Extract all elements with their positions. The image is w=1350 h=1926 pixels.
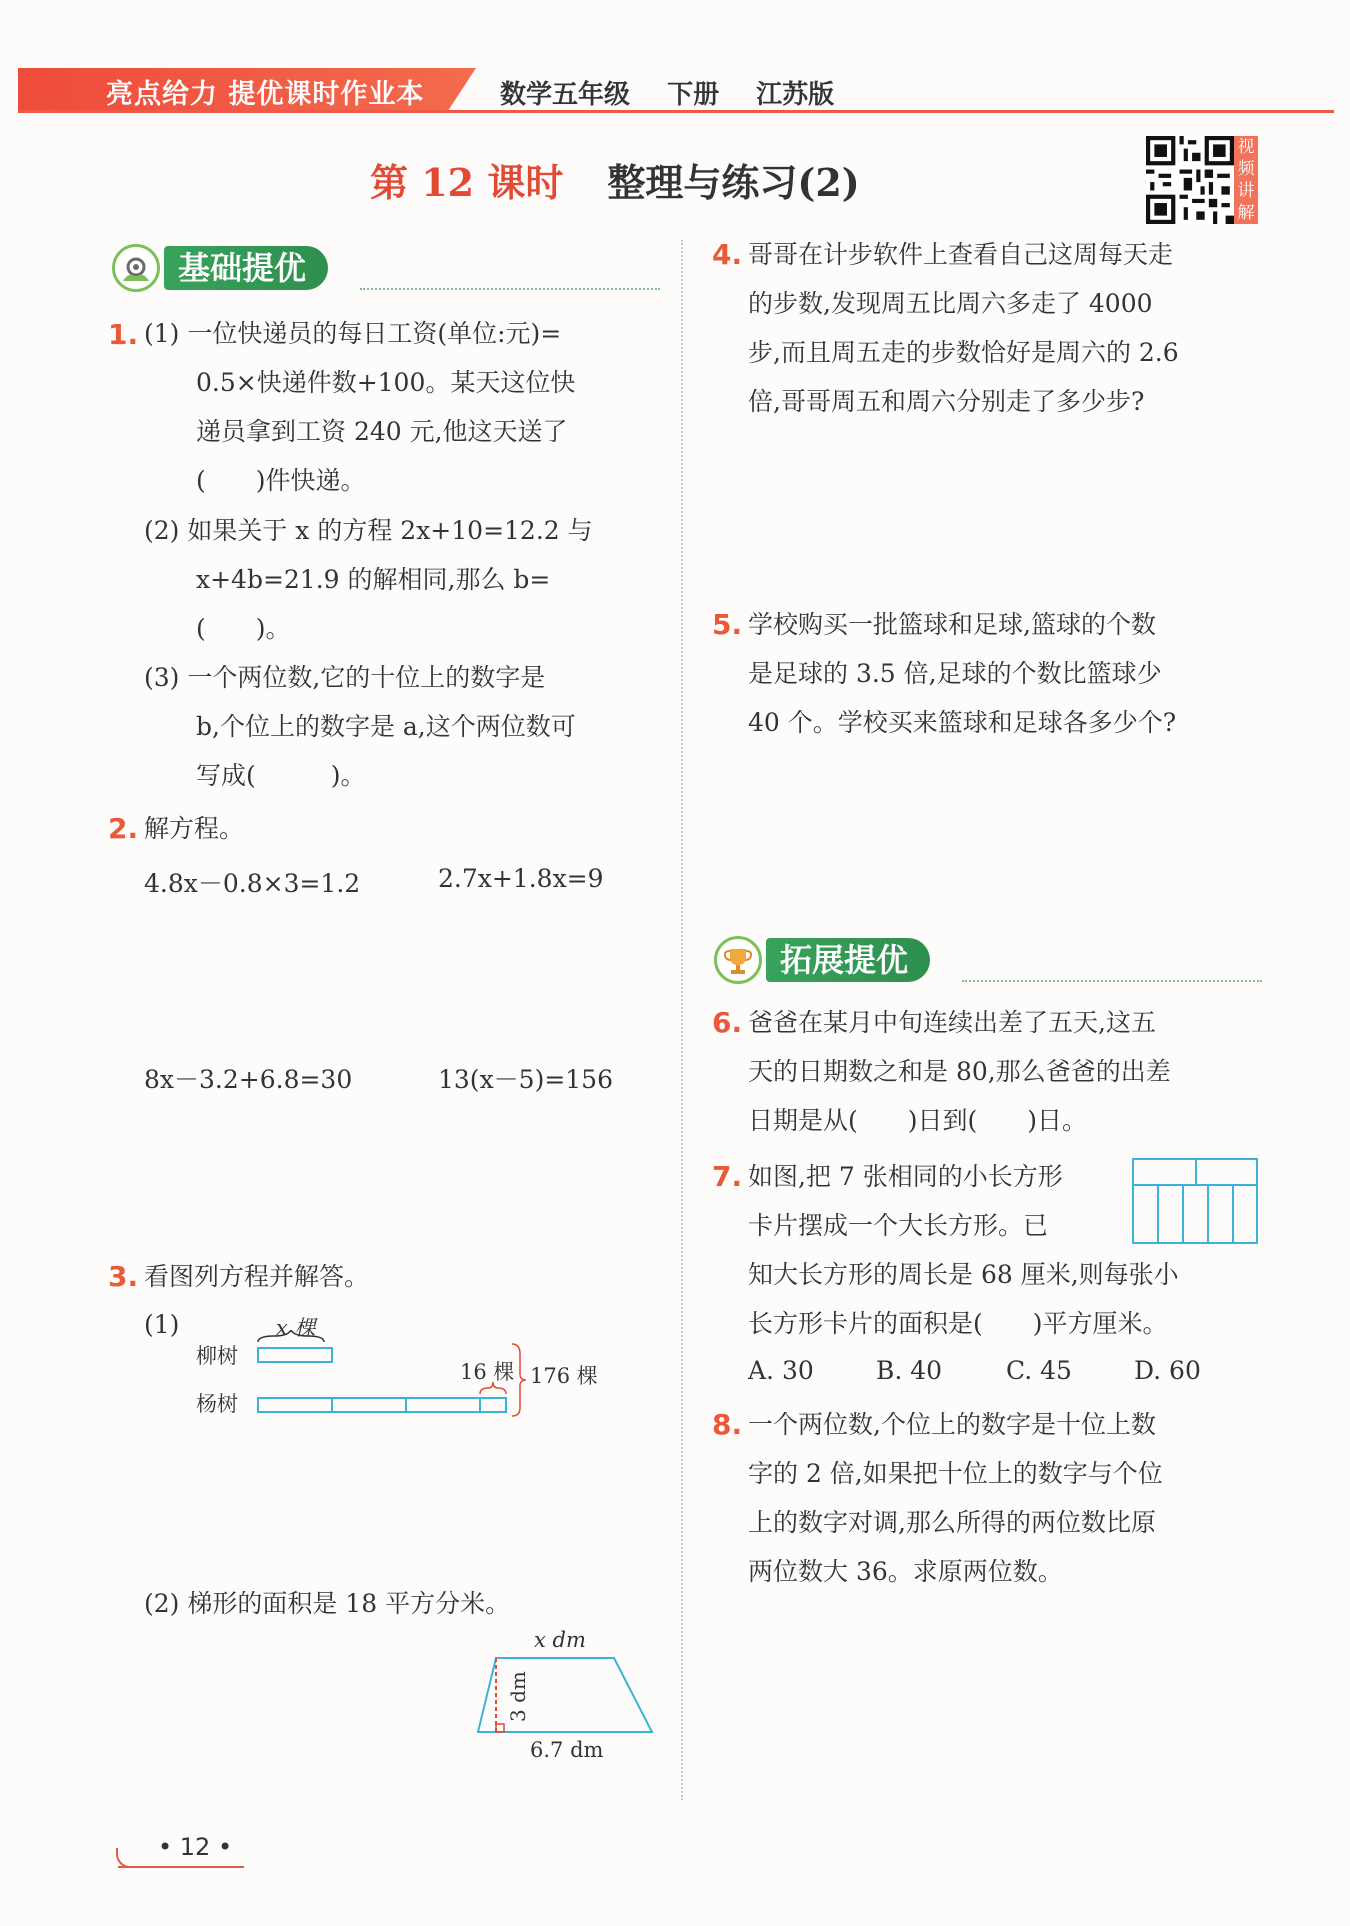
- page-number-ornament: [116, 1848, 138, 1868]
- willow-label: 柳树: [196, 1344, 238, 1368]
- book-info: [500, 74, 862, 111]
- height-label: 3 dm: [506, 1671, 530, 1722]
- section-basic-title: 基础提优: [164, 246, 328, 290]
- equation-2: 2.7x+1.8x=9: [438, 864, 604, 893]
- q5-line: 是足球的 3.5 倍,足球的个数比篮球少: [748, 659, 1162, 688]
- question-7-number: 7.: [712, 1160, 743, 1193]
- question-2-text: 解方程。: [144, 814, 245, 843]
- x-trees-label: x 棵: [276, 1316, 316, 1340]
- q1-line: x+4b=21.9 的解相同,那么 b=: [196, 565, 551, 594]
- q5-line: 学校购买一批篮球和足球,篮球的个数: [748, 610, 1156, 639]
- section-basic-rule: [360, 288, 660, 290]
- q1-line: 写成( )。: [196, 761, 366, 790]
- question-3-text: 看图列方程并解答。: [144, 1262, 370, 1291]
- q6-line: 日期是从( )日到( )日。: [748, 1106, 1088, 1135]
- q6-line: 天的日期数之和是 80,那么爸爸的出差: [748, 1057, 1171, 1086]
- column-divider: [681, 240, 683, 1800]
- q7-line: 知大长方形的周长是 68 厘米,则每张小: [748, 1260, 1179, 1289]
- option-d: D. 60: [1134, 1356, 1201, 1385]
- video-tag: 视频讲解: [1234, 136, 1258, 224]
- q5-line: 40 个。学校买来篮球和足球各多少个?: [748, 708, 1177, 737]
- page-number: • 12 •: [158, 1833, 233, 1861]
- q7-line: 如图,把 7 张相同的小长方形: [748, 1162, 1063, 1191]
- option-c: C. 45: [1006, 1356, 1072, 1385]
- section-extend-title: 拓展提优: [766, 938, 930, 982]
- question-6-text: [748, 998, 1171, 1145]
- q6-line: 爸爸在某月中旬连续出差了五天,这五: [748, 1008, 1156, 1037]
- q7-line: 长方形卡片的面积是( )平方厘米。: [748, 1309, 1168, 1338]
- q1-line: b,个位上的数字是 a,这个两位数可: [196, 712, 576, 741]
- q1-line: (2) 如果关于 x 的方程 2x+10=12.2 与: [144, 516, 593, 545]
- q1-line: 递员拿到工资 240 元,他这天送了: [196, 417, 568, 446]
- q8-line: 两位数大 36。求原两位数。: [748, 1557, 1063, 1586]
- question-3-number: 3.: [108, 1260, 139, 1293]
- q8-line: 字的 2 倍,如果把十位上的数字与个位: [748, 1459, 1163, 1488]
- q4-line: 步,而且周五走的步数恰好是周六的 2.6: [748, 338, 1179, 367]
- question-8-text: [748, 1400, 1163, 1596]
- subject-label: 数学五年级: [500, 80, 631, 110]
- question-5-text: [748, 600, 1176, 747]
- question-1-part-2: [144, 506, 593, 653]
- trapezoid-figure: [476, 1656, 656, 1738]
- total-label: 176 棵: [530, 1364, 598, 1388]
- q8-line: 上的数字对调,那么所得的两位数比原: [748, 1508, 1156, 1537]
- q1-line: ( )件快递。: [196, 466, 366, 495]
- bottom-base-label: 6.7 dm: [530, 1738, 604, 1762]
- equation-3: 8x－3.2+6.8=30: [144, 1065, 353, 1094]
- qr-code-icon[interactable]: [1146, 136, 1234, 224]
- q4-line: 倍,哥哥周五和周六分别走了多少步?: [748, 387, 1145, 416]
- brand-title: 亮点给力 提优课时作业本: [106, 79, 425, 110]
- lesson-number: 第 12 课时: [370, 160, 564, 205]
- question-6-number: 6.: [712, 1006, 743, 1039]
- question-1-part-1: [144, 309, 575, 505]
- equation-1: 4.8x－0.8×3=1.2: [144, 869, 361, 898]
- trophy-icon: [714, 936, 762, 984]
- poplar-label: 杨树: [196, 1392, 238, 1416]
- question-4-text: [748, 230, 1179, 426]
- question-1-part-3: [144, 653, 576, 800]
- tree-bar-diagram: [250, 1330, 540, 1420]
- q1-line: ( )。: [196, 614, 291, 643]
- q3-part-2-text: (2) 梯形的面积是 18 平方分米。: [144, 1589, 511, 1618]
- lesson-topic: 整理与练习(2): [607, 160, 860, 205]
- q4-line: 哥哥在计步软件上查看自己这周每天走: [748, 240, 1174, 269]
- q1-line: (1) 一位快递员的每日工资(单位:元)=: [144, 319, 562, 348]
- header-divider: [18, 110, 1334, 113]
- volume-label: 下册: [667, 80, 720, 110]
- q7-line: 卡片摆成一个大长方形。已: [748, 1211, 1049, 1240]
- option-a: A. 30: [748, 1356, 814, 1385]
- question-1-number: 1.: [108, 318, 139, 351]
- difference-label: 16 棵: [460, 1360, 515, 1384]
- question-7-text: [748, 1152, 1179, 1348]
- q1-line: 0.5×快递件数+100。某天这位快: [196, 368, 576, 397]
- question-8-number: 8.: [712, 1408, 743, 1441]
- q4-line: 的步数,发现周五比周六多走了 4000: [748, 289, 1153, 318]
- gear-sprout-icon: [112, 244, 160, 292]
- edition-label: 江苏版: [756, 80, 835, 110]
- equation-4: 13(x－5)=156: [438, 1065, 613, 1094]
- question-5-number: 5.: [712, 608, 743, 641]
- question-2-number: 2.: [108, 812, 139, 845]
- q8-line: 一个两位数,个位上的数字是十位上数: [748, 1410, 1156, 1439]
- page-number-rule: [118, 1866, 244, 1868]
- top-base-label: x dm: [534, 1628, 586, 1652]
- option-b: B. 40: [876, 1356, 943, 1385]
- page-title: [370, 152, 860, 207]
- q1-line: (3) 一个两位数,它的十位上的数字是: [144, 663, 546, 692]
- section-extend-rule: [962, 980, 1262, 982]
- rectangle-cards-figure: [1132, 1158, 1258, 1244]
- question-4-number: 4.: [712, 238, 743, 271]
- q3-part-1-label: (1): [144, 1310, 180, 1339]
